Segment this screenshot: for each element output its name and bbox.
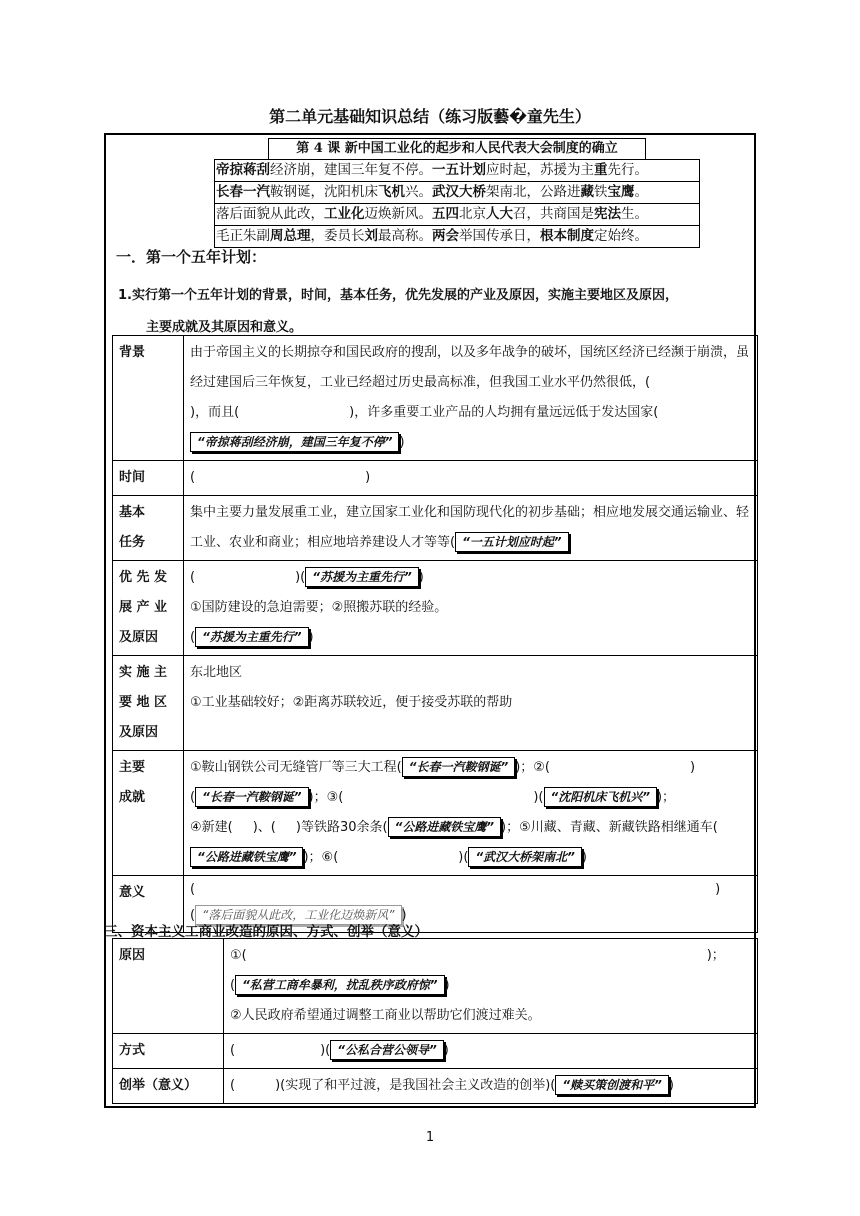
- row-label-priority: 优 先 发 展 产 业 及原因: [113, 561, 184, 656]
- row-label-significance: 意义: [113, 876, 184, 933]
- row-label-innovation: 创举（意义）: [113, 1069, 224, 1104]
- section-heading-five-year-plan: 一．第一个五年计划：: [116, 248, 267, 266]
- rhyme-line: 落后面貌从此改，工业化迈焕新风。五四北京人大召，共商国是宪法生。: [215, 204, 699, 226]
- mnemonic-hint: “赎买策创渡和平”: [555, 1075, 668, 1095]
- table-row: [113, 561, 758, 656]
- mnemonic-hint: “公私合营公领导”: [330, 1040, 443, 1060]
- mnemonic-hint: “帝掠蒋刮经济崩，建国三年复不停”: [190, 432, 399, 452]
- mnemonic-hint: “私营工商牟暴利，扰乱秩序政府惊”: [235, 975, 444, 995]
- background-cell: 由于帝国主义的长期掠夺和国民政府的搜刮，以及多年战争的破坏，国统区经济已经濒于崩溃，虽经过建国后三年恢复，工业已经超过历史最高标准，但我国工业水平仍然很低，()，而且( )，许多重要工业产品的人均拥有量远远低于发达国家(“帝掠蒋刮经济崩，建国三年复不停” ): [184, 336, 758, 461]
- lesson-title: 第 4 课 新中国工业化的起步和人民代表大会制度的确立: [268, 138, 646, 160]
- innovation-cell: ( )(实现了和平过渡，是我国社会主义改造的创举)( “赎买策创渡和平” ): [224, 1069, 758, 1104]
- table-row: [113, 496, 758, 561]
- rhyme-line: 长春一汽鞍钢诞，沈阳机床飞机兴。武汉大桥架南北，公路进藏铁宝鹰。: [215, 182, 699, 204]
- rhyme-line: 毛正朱副周总理，委员长刘最高称。两会举国传承日，根本制度定始终。: [216, 228, 648, 244]
- reform-table: [112, 938, 758, 1104]
- mnemonic-hint: “落后面貌从此改，工业化迈焕新风”: [195, 905, 401, 925]
- mnemonic-hint: “长春一汽鞍钢诞”: [402, 757, 515, 777]
- row-label-time: 时间: [113, 461, 184, 496]
- page-number: 1: [425, 1130, 435, 1145]
- table-row: [113, 336, 758, 461]
- task-cell: 集中主要力量发展重工业，建立国家工业化和国防现代化的初步基础；相应地发展交通运输业、轻工业、农业和商业；相应地培养建设人才等等( “一五计划应时起”: [184, 496, 758, 561]
- mnemonic-hint: “一五计划应时起”: [455, 532, 568, 552]
- table-row: [113, 751, 758, 876]
- mnemonic-hint: “苏援为主重先行”: [195, 627, 308, 647]
- page-title: 第二单元基础知识总结（练习版藝�童先生）: [269, 107, 591, 126]
- mnemonic-hint: “公路进藏铁宝鹰”: [388, 817, 501, 837]
- table-row: [113, 461, 758, 496]
- achievements-cell: ①鞍山钢铁公司无缝管厂等三大工程( “长春一汽鞍钢诞” )；②( ) ( “长春一汽鞍钢诞” )；③( )( “沈阳机床飞机兴” )； ④新建( )、( )等铁路30余条( “公路进藏铁宝鹰” )；⑤川藏、青藏、新藏铁路相继通车(“公路进藏铁宝鹰” )；⑥( )( “武汉大桥架南北” ): [184, 751, 758, 876]
- table-row: [113, 939, 758, 1034]
- row-label-background: 背景: [113, 336, 184, 461]
- question-1: 1.实行第一个五年计划的背景，时间，基本任务，优先发展的产业及原因，实施主要地区及原因， 主要成就及其原因和意义。: [118, 288, 678, 335]
- table-row: [113, 656, 758, 751]
- mnemonic-rhyme: [214, 159, 700, 248]
- significance-cell: ( ) ( “落后面貌从此改，工业化迈焕新风” ): [184, 876, 758, 933]
- row-label-method: 方式: [113, 1034, 224, 1069]
- row-label-task: 基本 任务: [113, 496, 184, 561]
- mnemonic-hint: “苏援为主重先行”: [305, 567, 418, 587]
- reason-cell: ①( )； ( “私营工商牟暴利，扰乱秩序政府惊” ) ②人民政府希望通过调整工商业以帮助它们渡过难关。: [224, 939, 758, 1034]
- region-cell: 东北地区 ①工业基础较好；②距离苏联较近，便于接受苏联的帮助: [184, 656, 758, 751]
- row-label-achievements: 主要 成就: [113, 751, 184, 876]
- table-row: [113, 1034, 758, 1069]
- five-year-plan-table: [112, 335, 758, 933]
- table-row: [113, 1069, 758, 1104]
- mnemonic-hint: “长春一汽鞍钢诞”: [195, 787, 308, 807]
- method-cell: ( )( “公私合营公领导” ): [224, 1034, 758, 1069]
- section-heading-capitalist-reform: 三、资本主义工商业改造的原因、方式、创举（意义）: [104, 924, 428, 940]
- rhyme-line: 帝掠蒋刮经济崩，建国三年复不停。一五计划应时起，苏援为主重先行。: [215, 160, 699, 182]
- row-label-reason: 原因: [113, 939, 224, 1034]
- row-label-region: 实 施 主 要 地 区 及原因: [113, 656, 184, 751]
- mnemonic-hint: “公路进藏铁宝鹰”: [190, 847, 303, 867]
- time-cell: ( ): [184, 461, 758, 496]
- mnemonic-hint: “武汉大桥架南北”: [468, 847, 581, 867]
- mnemonic-hint: “沈阳机床飞机兴”: [544, 787, 657, 807]
- priority-cell: ( )( “苏援为主重先行” ) ①国防建设的急迫需要；②照搬苏联的经验。 ( “苏援为主重先行” ): [184, 561, 758, 656]
